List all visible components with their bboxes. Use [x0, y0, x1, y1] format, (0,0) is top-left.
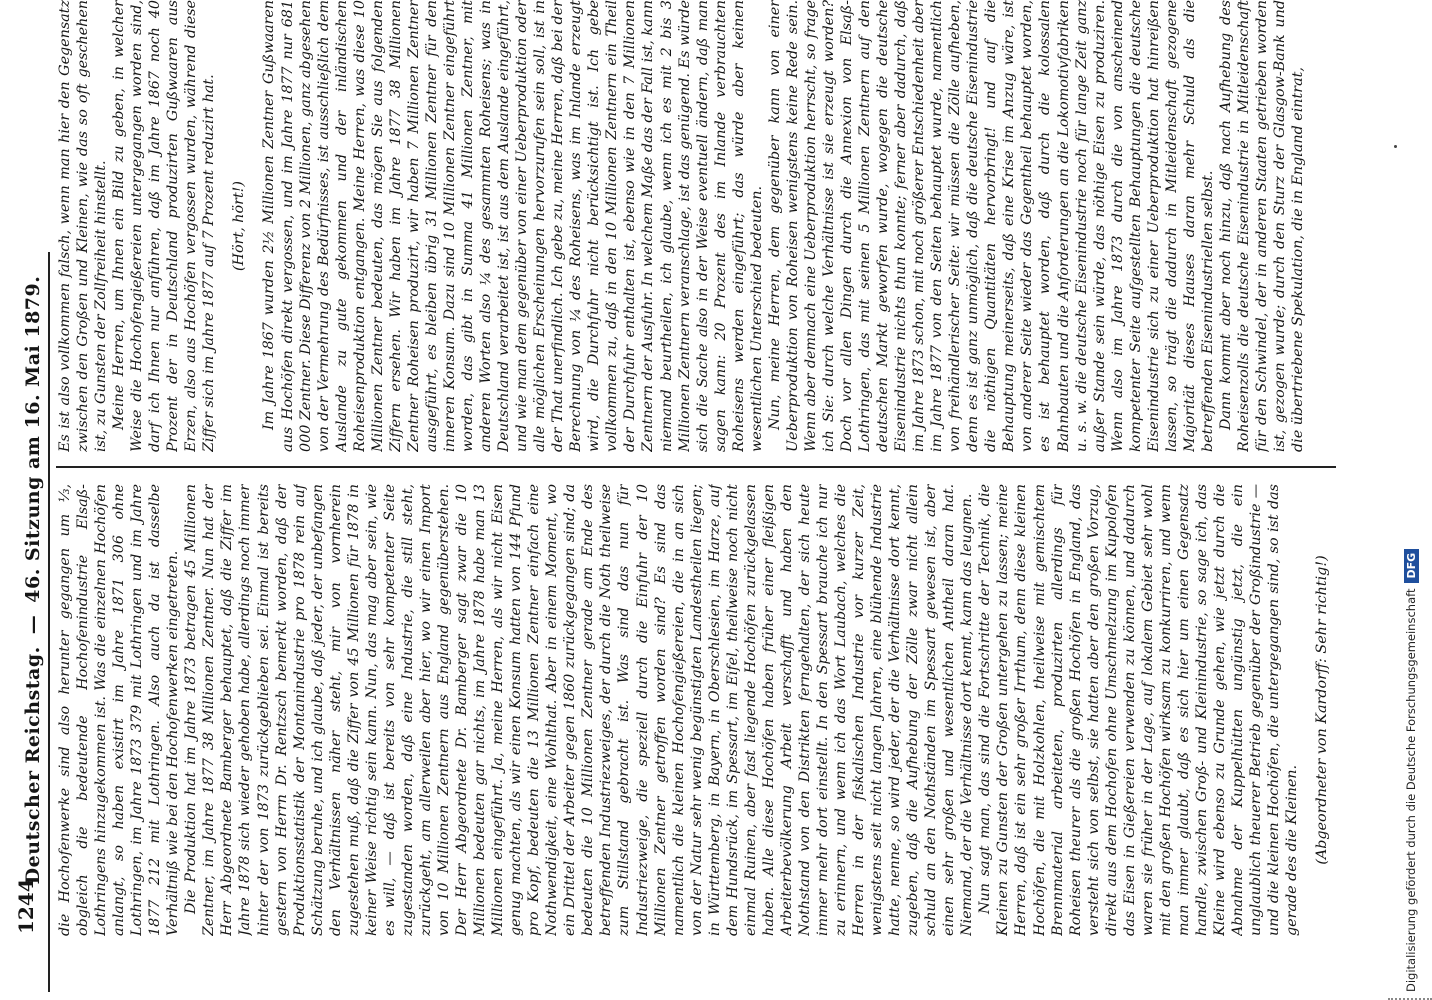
paragraph: Es ist also vollkommen falsch, wenn man hier den Gegensatz zwischen den Großen und Kleinen, wie das so oft geschehen ist, zu Gunsten der Zollfreiheit hinstellt.	[57, 0, 110, 452]
scan-edge-marks	[1388, 980, 1432, 1000]
paragraph: Nun sagt man, das sind die Fortschritte der Technik, die Kleinen zu Gunsten der Großen untergehen zu lassen; meine Herren, daß ist ein sehr großer Irrthum, denn diese kleinen Hochöfen, die mit Holzkohlen, theilweise mit gemischtem Brennmaterial arbeiteten, produzirten allerdings für Roheisen theurer als die großen Hochöfen in England, das versteht sich von selbst, sie hatten aber den großen Vorzug, direkt aus dem Hochofen ohne Umschmelzung im Kupolofen das Eisen in Gießereien verwenden zu können, und dadurch waren sie früher in der Lage, auf lokalem Gebiet sehr wohl mit den großen Hochöfen wirksam zu konkurriren, und wenn man immer glaubt, daß es sich hier um einen Gegensatz handle, zwischen Groß- und Kleinindustrie, so sage ich, das Kleine wird ebenso zu Grunde gehen, wie jetzt durch die Abnahme der Kuppelhütten ungünstig jetzt, die ein unglaublich theuerer Betrieb gegenüber der Großindustrie — und die kleinen Hochöfen, die untergegangen sind, so ist das gerade des die Kleinen.	[977, 484, 1301, 936]
dfg-logo: DFG	[1404, 549, 1419, 583]
interjection: (Abgeordneter von Kardorff: Sehr richtig!)	[1314, 555, 1331, 865]
credit-text: Digitalisierung gefördert durch die Deutsche Forschungsgemeinschaft	[1404, 588, 1418, 992]
paragraph: die Hochofenwerke sind also herunter gegangen um ⅓, obgleich die bedeutende Hochofenindustrie Elsaß-Lothringens hinzugekommen ist. Was die einzelnen Hochöfen anlangt, so haben existirt im Jahre 1871 306 ohne Lothringen, im Jahre 1873 379 mit Lothringen und im Jahre 1877 212 mit Lothringen. Also auch da ist dasselbe Verhältniß wie bei den Hochofenwerken eingetreten.	[57, 484, 182, 936]
running-header	[22, 210, 44, 950]
speck	[1394, 145, 1397, 148]
paragraph: Die Produktion hat im Jahre 1873 betragen 45 Millionen Zentner, im Jahre 1877 38 Millionen Zentner. Nun hat der Herr Abgeordnete Bamberger behauptet, daß die Ziffer im Jahre 1878 sich wieder gehoben habe, allerdings noch immer hinter der von 1873 zurückgeblieben sei. Einmal ist bereits gestern von Herrn Dr. Rentzsch bemerkt worden, daß der Produktionsstatistik der Montanindustrie pro 1878 rein auf Schätzung beruhe, und ich glaube, daß jeder, der unbefangen den Verhältnissen näher steht, mir von vornherein zugestehen muß, daß die Ziffer von 45 Millionen für 1878 in keiner Weise richtig sein kann. Nun, das mag aber sein, wie es will, — daß ist bereits von sehr kompetenter Seite zugestanden worden, daß eine Industrie, die still steht, zurückgeht, am allerweilen aber hier, wo wir einen Import von 10 Millionen Zentnern aus England gegenüberstehen. Der Herr Abgeordnete Dr. Bamberger sagt zwar die 10 Millionen bedeuten gar nichts, im Jahre 1878 habe man 13 Millionen eingeführt. Ja, meine Herren, als wir nicht Eisen genug machten, als wir einen Konsum hatten von 144 Pfund pro Kopf, bedeuten die 13 Millionen Zentner einfach eine Nothwendigkeit, eine Wohlthat. Aber in einem Moment, wo ein Drittel der Arbeiter gegen 1860 zurückgegangen sind; da bedeuten die 10 Millionen Zentner gerade am Ende des betreffenden Industriezweiges, der durch die Noth theilweise zum Stillstand gebracht ist. Was sind das nun für Industriezweige, die speziell durch die Einfuhr der 10 Millionen Zentner getroffen worden sind? Es sind das namentlich die kleinen Hochofengießereien, die in an sich von der Natur sehr wenig begünstigten Landestheilen liegen; in Württemberg, in Bayern, in Oberschlesien, im Harze, auf dem Hundsrück, im Spessart, im Eifel, theilweise noch nicht einmal Ruinen, aber fast liegende Hochöfen zurückgelassen haben. Alle diese Hochöfen haben früher einer fleißigen Arbeiterbevölkerung Arbeit verschafft und haben den Nothstand von den Distrikten ferngehalten, der sich heute immer mehr dort einstellt. In den Spessart brauche ich nur zu erinnern, und wenn ich das Wort Laubach, welches die Herren in der fiskalischen Industrie vor kurzer Zeit, wenigstens seit nicht langen Jahren, eine blühende Industrie hatte, nenne, so wird jeder, der die Verhältnisse dort kennt, zugeben, daß die Aufhebung der Zölle zwar nicht allein schuld an den Nothständen im Spessart gewesen ist, aber einen sehr großen und wesentlichen Antheil daran hat. Niemand, der die Verhältnisse dort kennt, kann das leugnen.	[183, 484, 976, 936]
digitization-credit	[1404, 272, 1419, 992]
paragraph: Meine Herren, um Ihnen ein Bild zu geben, in welcher Weise die Hochofengießereien untergegangen worden sind, darf ich Ihnen nur anführen, daß im Jahre 1867 noch 40 Prozent der in Deutschland produzirten Gußwaaren aus Erzen, also aus Hochöfen vergossen wurden, während diese Ziffer sich im Jahre 1877 auf 7 Prozent reduzirt hat.	[111, 0, 218, 452]
publication-title: Deutscher Reichstag.	[22, 646, 44, 885]
session-title: 46. Sitzung am 16. Mai 1879.	[22, 275, 44, 603]
text-column-right	[56, 0, 1346, 452]
paragraph: Nun, meine Herren, dem gegenüber kann von einer Ueberproduktion von Roheisen wenigstens keine Rede sein. Wenn aber demnach eine Ueberproduktion herrscht, so frage ich Sie: durch welche Verhältnisse ist sie erzeugt worden? Doch vor allen Dingen durch die Annexion von Elsaß-Lothringen, das mit seinen 5 Millionen Zentnern auf den deutschen Markt geworfen wurde, wogegen die deutsche Eisenindustrie nichts thun konnte; ferner aber dadurch, daß im Jahre 1873 schon, mit noch größerer Entschiedenheit aber im Jahre 1877 von den Seiten behauptet wurde, namentlich von freihändlerischer Seite: wir müssen die Zölle aufheben, denn es ist ganz unmöglich, daß die deutsche Eisenindustrie die nöthigen Quantitäten hervorbringt! und auf die Behauptung meinerseits, daß eine Krise im Anzug wäre, ist von anderer Seite wieder das Gegentheil behauptet worden, es ist behauptet worden, daß durch die kolossalen Bahnbauten und die Anforderungen an die Lokomotivfabriken u. s. w. die deutsche Eisenindustrie noch für lange Zeit ganz außer Stande sein würde, das nöthige Eisen zu produziren. Wenn also im Jahre 1873 durch die von anscheinend kompetenter Seite aufgestellten Behauptungen die deutsche Eisenindustrie sich zu einer Ueberproduktion hat hinreißen lassen, so trägt die dadurch in Mitleidenschaft gezogene Majorität dieses Hauses daran mehr Schuld als die betreffenden Eisenindustriellen selbst.	[766, 0, 1216, 452]
interjection: (Hört, hört!)	[231, 180, 248, 272]
text-column-left	[56, 484, 1346, 936]
column-rule	[56, 466, 1336, 468]
paragraph: Im Jahre 1867 wurden 2½ Millionen Zentner Gußwaaren aus Hochöfen direkt vergossen, und im Jahre 1877 nur 681 000 Zentner. Diese Differenz von 2 Millionen, ganz abgesehen von der Vermehrung des Bedürfnisses, ist ausschließlich dem Auslande zu gute gekommen und der inländischen Roheisenproduktion entgangen. Meine Herren, was diese 10 Millionen Zentner bedeuten, das mögen Sie aus folgenden Ziffern ersehen. Wir haben im Jahre 1877 38 Millionen Zentner Roheisen produzirt, wir haben 7 Millionen Zentner ausgeführt, es bleiben übrig 31 Millionen Zentner für den inneren Konsum. Dazu sind 10 Millionen Zentner eingeführt worden, das gibt in Summa 41 Millionen Zentner, mit anderen Worten also ¼ des gesammten Roheisens; was in Deutschland verarbeitet ist, ist aus dem Auslande eingeführt, und wie man dem gegenüber von einer Ueberproduktion oder alle möglichen Erscheinungen hervorzurufen sein soll, ist in der That unerfindlich. Ich gebe zu, meine Herren, daß bei der Berechnung von ¼ des Roheisens, was im Inlande erzeugt wird, die Durchfuhr nicht berücksichtigt ist. Ich gebe vollkommen zu, daß in den 10 Millionen Zentnern ein Theil der Durchfuhr enthalten ist, ebenso wie in den 7 Millionen Zentnern der Ausfuhr. In welchem Maße das der Fall ist, kann niemand beurtheilen, ich glaube, wenn ich es mit 2 bis 3 Millionen Zentnern veranschlage, ist das genügend. Es würde sich die Sache also in der Weise eventuell ändern, daß man sagen kann: 20 Prozent des im Inlande verbrauchten Roheisens werden eingeführt; das würde aber keinen wesentlichen Unterschied bedeuten.	[261, 0, 765, 452]
header-rule	[48, 252, 50, 992]
page-number: 1244	[14, 878, 38, 934]
header-dash: —	[22, 614, 44, 635]
paragraph: Dann kommt aber noch hinzu, daß nach Aufhebung des Roheisenzolls die deutsche Eisenindustrie in Mitleidenschaft für den Schwindel, der in anderen Staaten getrieben worden ist, gezogen wurde; durch den Sturz der Glasgow-Bank und die übertriebene Spekulation, die in England eintrat,	[1217, 0, 1307, 452]
